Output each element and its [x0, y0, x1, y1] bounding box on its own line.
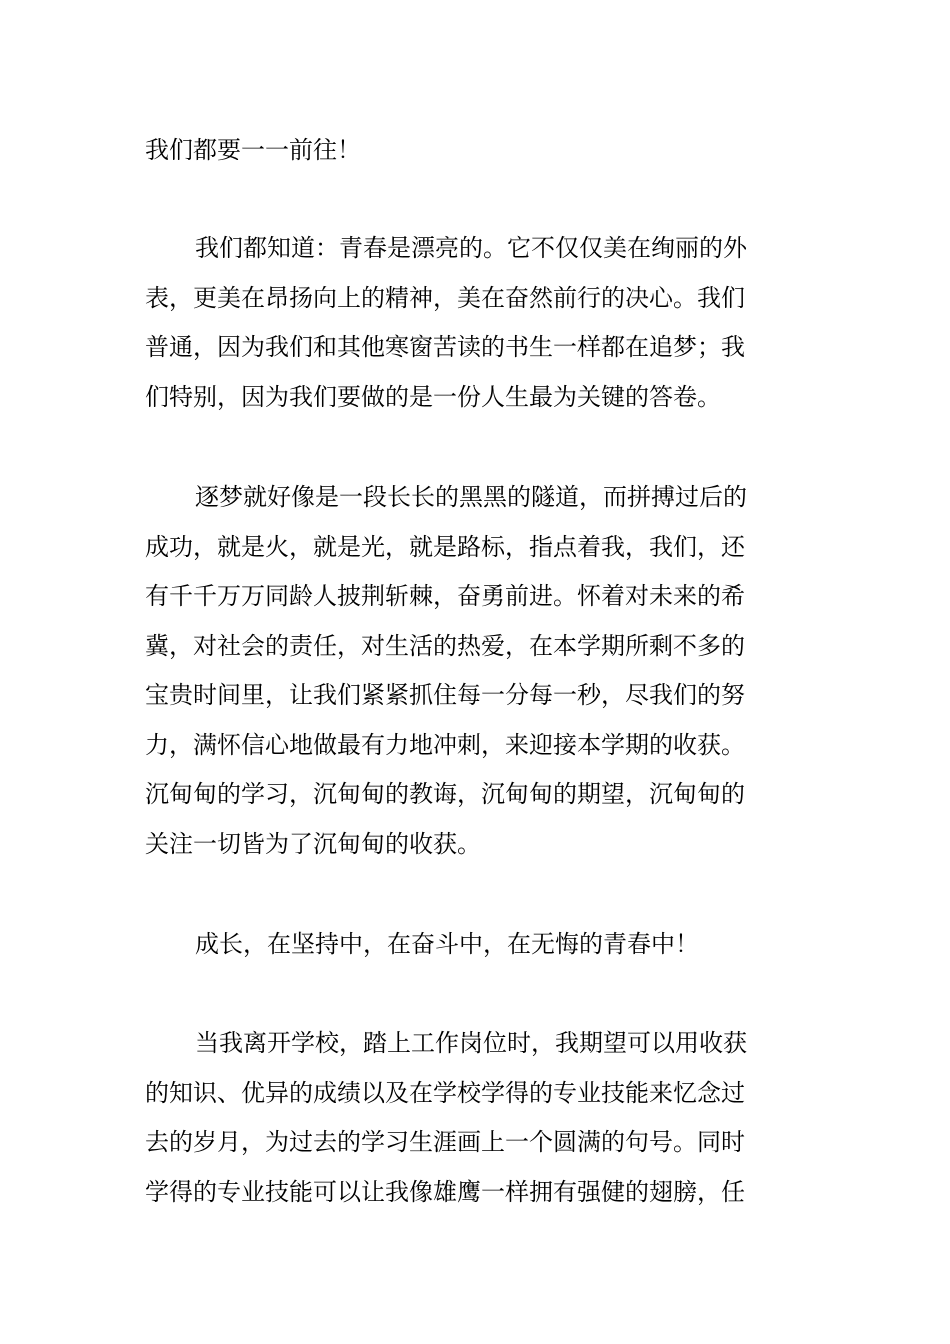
text-line: 冀，对社会的责任，对生活的热爱，在本学期所剩不多的 [145, 631, 745, 660]
text-line: 表，更美在昂扬向上的精神，美在奋然前行的决心。我们 [145, 283, 745, 312]
text-line: 力，满怀信心地做最有力地冲刺，来迎接本学期的收获。 [145, 730, 745, 759]
text-line: 关注一切皆为了沉甸甸的收获。 [145, 829, 481, 858]
text-line: 普通，因为我们和其他寒窗苦读的书生一样都在追梦；我 [145, 333, 745, 361]
text-line: 宝贵时间里，让我们紧紧抓住每一分每一秒，尽我们的努 [145, 681, 745, 709]
paragraph-1 [145, 126, 825, 176]
text-line: 我们都知道：青春是漂亮的。它不仅仅美在绚丽的外 [195, 234, 747, 262]
text-line: 沉甸甸的学习，沉甸甸的教诲，沉甸甸的期望，沉甸甸的 [145, 780, 745, 808]
text-line: 逐梦就好像是一段长长的黑黑的隧道，而拼搏过后的 [195, 483, 747, 511]
paragraph-5 [145, 1019, 825, 1217]
paragraph-2 [145, 224, 825, 422]
text-line: 的知识、优异的成绩以及在学校学得的专业技能来忆念过 [145, 1078, 745, 1107]
paragraph-3 [145, 473, 825, 869]
text-line: 成功，就是火，就是光，就是路标，指点着我，我们，还 [145, 532, 745, 561]
text-line: 成长，在坚持中，在奋斗中，在无悔的青春中！ [195, 930, 699, 958]
paragraph-4 [145, 920, 825, 970]
text-line: 有千千万万同龄人披荆斩棘，奋勇前进。怀着对未来的希 [145, 582, 745, 610]
text-line: 们特别，因为我们要做的是一份人生最为关键的答卷。 [145, 382, 721, 411]
text-line: 学得的专业技能可以让我像雄鹰一样拥有强健的翅膀，任 [145, 1177, 745, 1206]
text-line: 当我离开学校，踏上工作岗位时，我期望可以用收获 [195, 1029, 747, 1057]
text-line: 我们都要一一前往！ [145, 136, 361, 164]
text-line: 去的岁月，为过去的学习生涯画上一个圆满的句号。同时 [145, 1128, 745, 1156]
